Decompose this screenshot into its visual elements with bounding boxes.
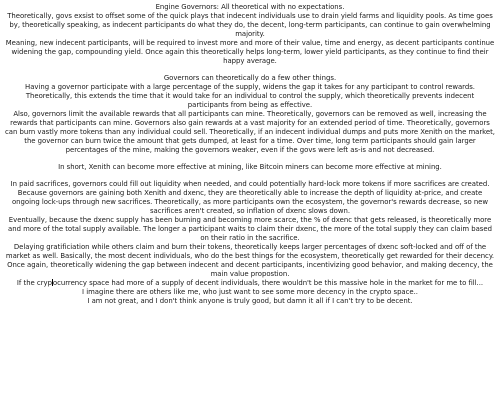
section-heading-engine-governors: Engine Governors: All theoretical with no expectations. xyxy=(155,3,345,11)
paragraph-govs-purpose: Theoretically, govs exsist to offset some of the quick plays that indecent individuals use to drain yield farms and liquidity pools. As time goes by, theoretically speaking, as indecent participants do what they do, the decent, long-term participants, can continue to gain overwhelming majority. xyxy=(7,11,493,38)
summary-line: In short, Xenith can become more effective at mining, like Bitcoin miners can become more effective at mining. xyxy=(58,163,442,172)
paragraph-indecent-participants: Meaning, new indecent participants, will be required to invest more and more of their value, time and energy, as decent participants continue widening the gap, compounding yield. Once again this theoretically helps long-term, lower yield participants, as they continue to find their happy average. xyxy=(5,38,495,65)
section-heading-governors-other-things: Governors can theoretically do a few other things. xyxy=(163,74,337,83)
closing-line-part-1: If the cryp xyxy=(16,278,52,287)
closing-line-try-to-be-decent: I am not great, and I don't think anyone is truly good, but damn it all if I can't try to be decent. xyxy=(87,296,413,305)
closing-line-cryptocurrency xyxy=(5,279,495,288)
paragraph-governor-rewards: Also, governors limit the available rewards that all participants can mine. Theoretically, governors can be removed as well, increasing the rewards that participants can mine. Governors also gain rewards at a vast majority for an extended period of time. Theoretically, governors can burn vastly more tokens than any individual could sell. Theoretically, if an indecent individual dumps and puts more Xenith on the market, the governor can burn twice the amount that gets dumped, at least for a time. Over time, long term participants should gain larger percentages of the mine, making the governors weaker, even if the govs were left as-is and not decreased. xyxy=(5,109,495,154)
paragraph-delaying-gratification: Delaying gratificiation while others claim and burn their tokens, theoretically keeps larger percentages of dxenc soft-locked and off of the market as well. Basically, the most decent individuals, who do the best things for the ecosystem, theoretically get rewarded for their decency. Once again, theoretically widening the gap between indecent and decent participants, incentivizing good behavior, and making decency, the main value propostion. xyxy=(5,243,495,278)
paragraph-paid-sacrifices: In paid sacrifices, governors could fill out liquidity when needed, and could potentially hard-lock more tokens if more sacrifices are created. xyxy=(10,180,490,189)
paragraph-gap xyxy=(5,172,495,180)
closing-line-part-2: ocurrency space had more of a supply of decent individuals, there wouldn't be this massive hole in the market for me to fill... xyxy=(52,278,484,287)
paragraph-gap xyxy=(5,66,495,74)
paragraph-liquidity-depth: Because governors are gaining both Xenith and dxenc, they are theoretically able to increase the depth of liquidity at-price, and create ongoing lock-ups through new sacrifices. Theoretically, as more participants own the ecosystem, the governor's rewards decrease, so new sacrifices aren't created, so inflation of dxenc slows down. xyxy=(11,189,488,216)
paragraph-gap xyxy=(5,155,495,163)
closing-line-others-like-me: I imagine there are others like me, who just want to see some more decency in the crypto space.. xyxy=(82,287,418,296)
paragraph-governor-supply: Having a governor participate with a large percentage of the supply, widens the gap it takes for any participant to control rewards. Theoretically, this extends the time that it would take for an individual to control the supply, which theoretically prevents indecent participants from being as effective. xyxy=(25,83,475,109)
paragraph-dxenc-supply: Eventually, because the dxenc supply has been burning and becoming more scarce, the % of dxenc that gets released, is theoretically more and more of the total supply available. The longer a participant waits to claim their dxenc, the more of the total supply they can claim based on their ratio in the sacrifice. xyxy=(8,216,492,243)
